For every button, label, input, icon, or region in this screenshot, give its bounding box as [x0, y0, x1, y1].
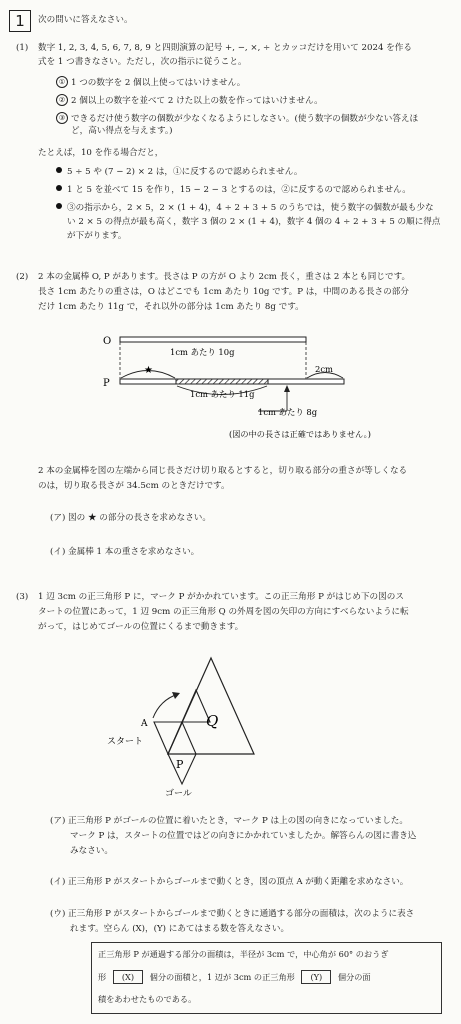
q1-example-3 [56, 202, 434, 215]
mark-p-label: P [176, 758, 184, 771]
vertex-a-label: A [141, 719, 148, 729]
question-number: 1 [15, 12, 25, 30]
q3-line-2: タートの位置にあって，1 辺 9cm の正三角形 Q の外周を図の矢印の方向にすべらないように転 [38, 607, 409, 617]
instruction-text: 次の問いに答えなさい。 [38, 15, 133, 25]
q2-body-2: のは，切り取る長さが 34.5cm のときだけです。 [38, 481, 230, 491]
q1-line-2: 式を 1 つ書きなさい。ただし，次の指示に従うこと。 [38, 57, 247, 67]
q3-sub-a-1: (ア) 正三角形 P がゴールの位置に着いたとき，マーク P は上の図の向きになっていました。 [50, 816, 408, 826]
rod-p-label: P [103, 378, 110, 389]
rod-o [120, 337, 306, 342]
blank-x: (X) [113, 970, 143, 984]
q2-body-1: 2 本の金属棒を図の左端から同じ長さだけ切り取るとすると，切り取る部分の重さが等しくなる [38, 466, 408, 476]
rod-o-label: O [103, 336, 112, 347]
goal-label: ゴール [165, 789, 192, 799]
triangle-q [168, 658, 254, 754]
example-3-text: ③の指示から，2 × 5，2 × (1 + 4)，4 ÷ 2 + 3 + 5 のうちでは，使う数字の個数が最も少な [67, 203, 434, 213]
rule-3-text: できるだけ使う数字の個数が少なくなるようにしなさい。(使う数字の個数が少ない答えほ [71, 114, 419, 124]
q1-example-3-cont-1: い 2 × 5 の得点が最も高く，数字 3 個の 2 × (1 + 4)，数字 4 個の 4 ÷ 2 + 3 + 5 の順に得点 [67, 217, 441, 227]
q2-sub-a: (ア) 図の ★ の部分の長さを求めなさい。 [50, 513, 211, 523]
bullet-icon [56, 185, 62, 191]
pointer-arrow-icon [284, 385, 290, 392]
rule-1-text: 1 つの数字を 2 個以上使ってはいけません。 [71, 78, 246, 88]
question-number-box [9, 10, 31, 32]
extra-length-label: 2cm [315, 364, 333, 374]
box-line-1: 正三角形 P が通過する部分の面積は，半径が 3cm で，中心角が 60° のおうぎ [98, 949, 389, 959]
rod-p-heavy-section [176, 379, 268, 384]
rule-2-text: 2 個以上の数字を並べて 2 けた以上の数を作ってはいけません。 [71, 96, 323, 106]
q3-sub-c-2: れます。空らん (X)，(Y) にあてはまる数を答えなさい。 [70, 924, 290, 934]
box-line-3: 積をあわせたものである。 [98, 994, 197, 1004]
start-label: スタート [107, 737, 144, 747]
box-line-2a: 形 [98, 972, 107, 982]
rule-3-mark: ③ [56, 112, 68, 124]
figure-note: (図の中の長さは正確ではありません。) [229, 429, 371, 439]
q1-rule-3 [56, 112, 418, 126]
example-2-text: 1 と 5 を並べて 15 を作り，15 − 2 − 3 とするのは，②に反するので認められません。 [67, 185, 411, 195]
q1-rule-2 [56, 94, 323, 108]
q3-sub-a-2: マーク P は，スタートの位置ではどの向きにかかれていましたか。解答らんの図に書き込 [70, 831, 417, 841]
q3-line-1: 1 辺 3cm の正三角形 P に，マーク P がかかれています。この正三角形 P がはじめ下の図のス [38, 592, 404, 602]
q2-sub-b: (イ) 金属棒 1 本の重さを求めなさい。 [50, 547, 200, 557]
q3-sub-b: (イ) 正三角形 P がスタートからゴールまで動くとき，図の頂点 A が動く距離を求めなさい。 [50, 877, 409, 887]
q2-label: (2) [16, 272, 29, 282]
q2-line-2: 長さ 1cm あたりの重さは，O はどこでも 1cm あたり 10g です。P は，中間のある長さの部分 [38, 287, 409, 297]
q1-label: (1) [16, 43, 29, 53]
bullet-icon [56, 203, 62, 209]
triangle-q-label: Q [206, 712, 219, 730]
rolling-direction-arrow [153, 694, 178, 718]
triangle-p-middle [168, 722, 196, 754]
q1-rule-3-cont: ど，高い得点を与えます。) [71, 126, 173, 136]
bullet-icon [56, 167, 62, 173]
rod-o-density: 1cm あたり 10g [170, 347, 235, 357]
rule-2-mark: ② [56, 94, 68, 106]
q1-example-2 [56, 184, 411, 197]
q3-sub-a-3: みなさい。 [70, 846, 113, 856]
rod-p-mid-density: 1cm あたり 11g [190, 389, 255, 399]
q1-example-3-cont-2: が下がります。 [67, 231, 127, 241]
q2-line-1: 2 本の金属棒 O, P があります。長さは P の方が O より 2cm 長く，重さは 2 本とも同じです。 [38, 272, 411, 282]
q2-line-3: だけ 1cm あたり 11g で，それ以外の部分は 1cm あたり 8g です。 [38, 302, 304, 312]
q3-line-3: がって，はじめてゴールの位置にくるまで動きます。 [38, 622, 244, 632]
q1-example-1 [56, 166, 302, 179]
blank-y: (Y) [301, 970, 331, 984]
star-icon: ★ [144, 365, 153, 376]
rod-p-other-density: 1cm あたり 8g [258, 407, 318, 417]
rule-1-mark: ① [56, 76, 68, 88]
q1-line-1: 数字 1, 2, 3, 4, 5, 6, 7, 8, 9 と四則演算の記号 +, −, ×, ÷ とカッコだけを用いて 2024 を作る [38, 43, 412, 53]
triangles-figure [0, 650, 461, 800]
metal-rods-figure [0, 325, 461, 455]
q1-example-intro: たとえば，10 を作る場合だと， [38, 148, 164, 158]
q3-label: (3) [16, 592, 29, 602]
q1-rule-1 [56, 76, 245, 90]
box-line-2c: 個分の面 [337, 972, 371, 982]
triangle-p-start [154, 722, 182, 754]
q3-sub-c-1: (ウ) 正三角形 P がスタートからゴールまで動くときに通過する部分の面積は，次のように表さ [50, 909, 415, 919]
example-1-text: 5 ÷ 5 や (7 − 2) × 2 は，①に反するので認められません。 [67, 167, 303, 177]
box-line-2b: 個分の面積と，1 辺が 3cm の正三角形 [149, 972, 295, 982]
box-line-2 [98, 970, 371, 984]
